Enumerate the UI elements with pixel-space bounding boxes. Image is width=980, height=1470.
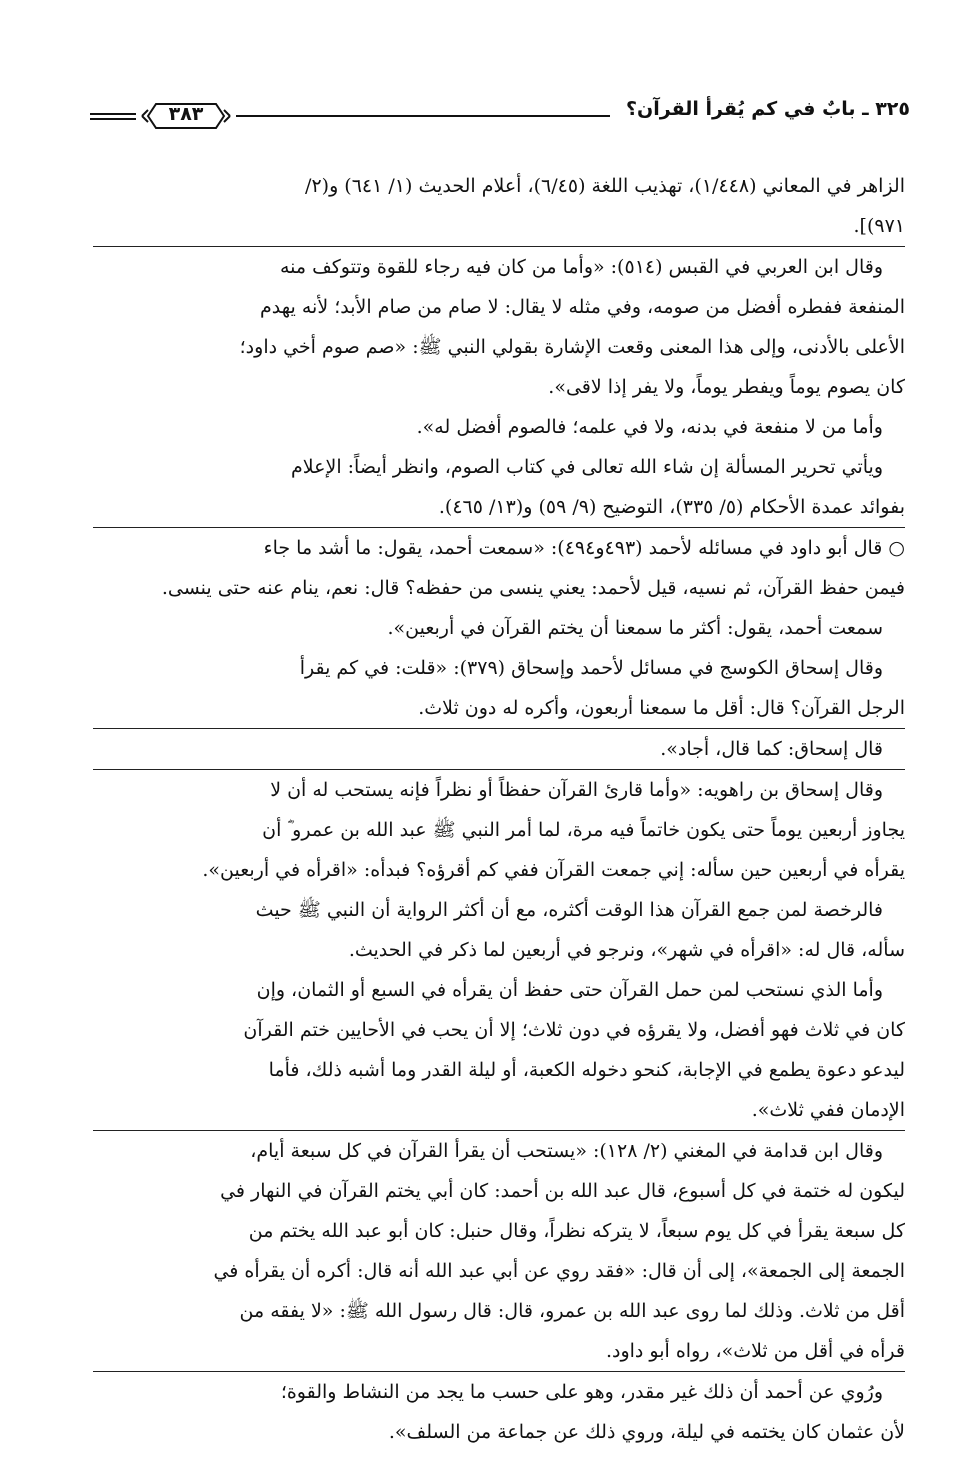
text-line: الأعلى بالأدنى، وإلى هذا المعنى وقعت الإشارة بقولي النبي ﷺ: «صم صوم أخي داود؛	[239, 336, 905, 358]
text-line: قرأه في أقل من ثلاث»، رواه أبو داود.	[605, 1340, 905, 1362]
text-line: الزاهر في المعاني (١/٤٤٨)، تهذيب اللغة (٦/٤٥)، أعلام الحديث (١/ ٦٤١) و(٢/	[305, 175, 905, 197]
paragraph	[93, 407, 905, 447]
text-line: وقال إسحاق بن راهويه: «وأما قارئ القرآن حفظاً أو نظراً فإنه يستحب له أن لا	[270, 779, 883, 801]
text-line: أقل من ثلاث. وذلك لما روى عبد الله بن عمرو، قال: قال رسول الله ﷺ: «لا يفقه من	[239, 1300, 905, 1322]
paragraph	[93, 608, 905, 648]
text-line: يقرأه في أربعين حين سأله: إني جمعت القرآن ففي كم أقرؤه؟ فبدأه: «اقرأه في أربعين».	[202, 859, 905, 881]
text-line: وقال إسحاق الكوسج في مسائل لأحمد وإسحاق (٣٧٩): «قلت: في كم يقرأ	[299, 657, 883, 679]
text-line: ليكون له ختمة في كل أسبوع، قال عبد الله بن أحمد: كان أبي يختم القرآن في النهار في	[220, 1180, 905, 1202]
paragraph	[93, 447, 905, 527]
paragraph	[93, 247, 905, 407]
text-line: الجمعة إلى الجمعة»، إلى أن قال: «فقد روي عن أبي عبد الله أنه قال: أكره أن يقرأه في	[213, 1260, 905, 1282]
text-line: كان يصوم يوماً ويفطر يوماً، ولا يفر إذا لاقى».	[548, 376, 905, 398]
text-line: بفوائد عمدة الأحكام (٥/ ٣٣٥)، التوضيح (٩/ ٥٩) و(١٣/ ٤٦٥).	[438, 496, 905, 518]
text-line: سمعت أحمد، يقول: أكثر ما سمعنا أن يختم القرآن في أربعين».	[387, 617, 883, 639]
paragraph	[93, 890, 905, 970]
paragraph	[93, 166, 905, 246]
running-header	[90, 92, 910, 136]
paragraph	[93, 1131, 905, 1371]
page-number: ٣٨٣	[168, 103, 204, 125]
text-line: فيمن حفظ القرآن، ثم نسيه، قيل لأحمد: يعني ينسى من حفظه؟ قال: نعم، ينام عنه حتى ينسى.	[161, 577, 905, 599]
text-line: كل سبعة يقرأ في كل يوم سبعاً، لا يتركه نظراً، وقال حنبل: كان أبو عبد الله يختم من	[248, 1220, 905, 1242]
text-line: سأله، قال له: «اقرأه في شهر»، ونرجو في أربعين لما ذكر في الحديث.	[348, 939, 905, 961]
text-line: ٩٧١)].	[853, 215, 905, 237]
paragraph	[93, 970, 905, 1130]
paragraph	[93, 1372, 905, 1452]
text-line: ورُوي عن أحمد أن ذلك غير مقدر، وهو على حسب ما يجد من النشاط والقوة؛	[280, 1381, 883, 1403]
text-line: وقال ابن العربي في القبس (٥١٤): «وأما من كان فيه رجاء للقوة وتتوكف منه	[279, 256, 883, 278]
paragraph	[93, 729, 905, 769]
text-line: قال إسحاق: كما قال، أجاد».	[660, 738, 883, 760]
text-line: وقال ابن قدامة في المغني (٢/ ١٢٨): «يستحب أن يقرأ القرآن في كل سبعة أيام،	[250, 1140, 883, 1162]
text-line: وأما من لا منفعة في بدنه، ولا في علمه؛ فالصوم أفضل له».	[416, 416, 883, 438]
paragraph	[93, 528, 905, 608]
text-line: وأما الذي نستحب لمن حمل القرآن حتى حفظ أن يقرأه في السبع أو الثمان، وإن	[256, 979, 883, 1001]
text-line: الإدمان ففي ثلاث».	[751, 1099, 905, 1121]
body-text	[93, 166, 905, 1452]
text-line: ليدعو دعوة يطمع في الإجابة، كنحو دخوله الكعبة، أو ليلة القدر وما أشبه ذلك، فأما	[268, 1059, 905, 1081]
text-line: كان في ثلاث فهو أفضل، ولا يقرؤه في دون ثلاث؛ إلا أن يحب في الأحايين ختم القرآن	[243, 1019, 905, 1041]
text-line: الرجل القرآن؟ قال: أقل ما سمعنا أربعون، وأكره له دون ثلاث.	[418, 697, 905, 719]
text-line: ○ قال أبو داود في مسائله لأحمد (٤٩٣و٤٩٤): «سمعت أحمد، يقول: ما أشد ما جاء	[263, 537, 905, 559]
text-line: لأن عثمان كان يختمه في ليلة، وروي ذلك عن جماعة من السلف».	[388, 1421, 905, 1443]
text-line: يجاوز أربعين يوماً حتى يكون خاتماً فيه مرة، لما أمر النبي ﷺ عبد الله بن عمرو ؓ أن	[262, 819, 905, 841]
paragraph	[93, 648, 905, 728]
text-line: ويأتي تحرير المسألة إن شاء الله تعالى في كتاب الصوم، وانظر أيضاً: الإعلام	[291, 456, 883, 478]
chapter-title: ٣٢٥ ـ بابٌ في كم يُقرأ القرآن؟	[626, 98, 910, 120]
text-line: المنفعة ففطره أفضل من صومه، وفي مثله لا يقال: لا صام من صام الأبد؛ لأنه يهدم	[260, 296, 905, 318]
paragraph	[93, 770, 905, 890]
text-line: فالرخصة لمن جمع القرآن هذا الوقت أكثره، مع أن أكثر الرواية أن النبي ﷺ حيث	[255, 899, 883, 921]
